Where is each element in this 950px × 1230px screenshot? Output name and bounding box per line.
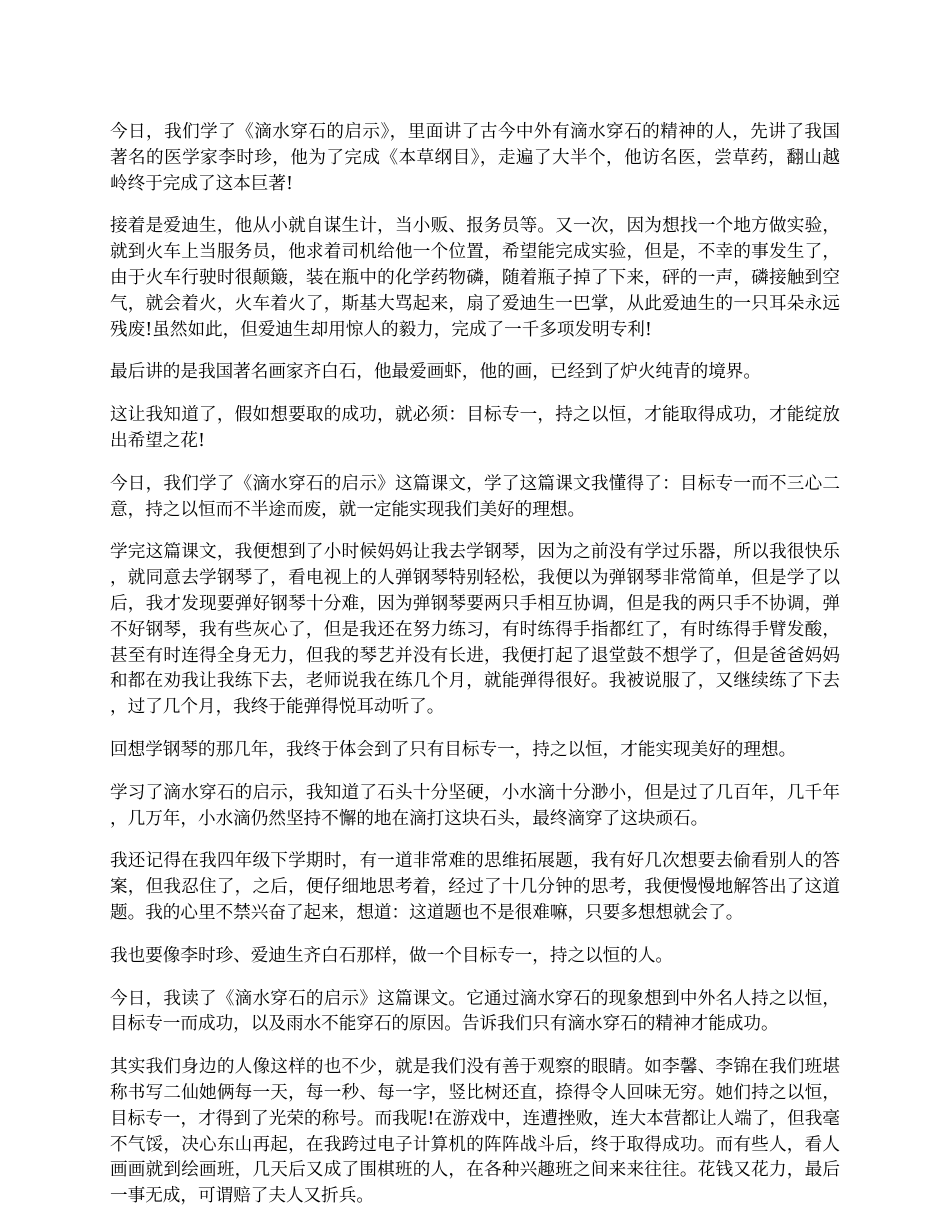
paragraph-12: 其实我们身边的人像这样的也不少，就是我们没有善于观察的眼睛。如李馨、李锦在我们班堪称书写二仙她俩每一天，每一秒、每一字，竖比树还直，捺得令人回味无穷。她们持之以恒，目标专一，才得到了光荣的称号。而我呢!在游戏中，连遭挫败，连大本营都让人端了，但我毫不气馁，决心东山再起，在我跨过电子计算机的阵阵战斗后，终于取得成功。而有些人，看人画画就到绘画班，几天后又成了围棋班的人，在各种兴趣班之间来来往往。花钱又花力，最后一事无成，可谓赔了夫人又折兵。 xyxy=(110,1057,840,1207)
paragraph-9: 我还记得在我四年级下学期时，有一道非常难的思维拓展题，我有好几次想要去偷看别人的答案，但我忍住了，之后，便仔细地思考着，经过了十几分钟的思考，我便慢慢地解答出了这道题。我的心里不禁兴奋了起来，想道：这道题也不是很难嘛，只要多想想就会了。 xyxy=(110,851,840,923)
paragraph-2: 接着是爱迪生，他从小就自谋生计，当小贩、报务员等。又一次，因为想找一个地方做实验，就到火车上当服务员，他求着司机给他一个位置，希望能完成实验，但是，不幸的事发生了，由于火车行驶时很颠簸，装在瓶中的化学药物磷，随着瓶子掉了下来，砰的一声，磷接触到空气，就会着火，火车着火了，斯基大骂起来，扇了爱迪生一巴掌，从此爱迪生的一只耳朵永远残废!虽然如此，但爱迪生却用惊人的毅力，完成了一千多项发明专利! xyxy=(110,216,840,340)
paragraph-7: 回想学钢琴的那几年，我终于体会到了只有目标专一，持之以恒，才能实现美好的理想。 xyxy=(110,739,797,760)
paragraph-8: 学习了滴水穿石的启示，我知道了石头十分坚硬，小水滴十分渺小，但是过了几百年，几千年，几万年，小水滴仍然坚持不懈的地在滴打这块石头，最终滴穿了这块顽石。 xyxy=(110,782,840,829)
paragraph-4: 这让我知道了，假如想要取的成功，就必须：目标专一，持之以恒，才能取得成功，才能绽放出希望之花! xyxy=(110,405,840,451)
paragraph-10: 我也要像李时珍、爱迪生齐白石那样，做一个目标专一，持之以恒的人。 xyxy=(110,945,674,966)
paragraph-1: 今日，我们学了《滴水穿石的启示》，里面讲了古今中外有滴水穿石的精神的人，先讲了我国著名的医学家李时珍，他为了完成《本草纲目》，走遍了大半个，他访名医，尝草药，翻山越岭终于完成了这本巨著! xyxy=(110,122,840,194)
paragraph-6: 学完这篇课文，我便想到了小时候妈妈让我去学钢琴，因为之前没有学过乐器，所以我很快乐，就同意去学钢琴了，看电视上的人弹钢琴特别轻松，我便以为弹钢琴非常简单，但是学了以后，我才发现要弹好钢琴十分难，因为弹钢琴要两只手相互协调，但是我的两只手不协调，弹不好钢琴，我有些灰心了，但是我还在努力练习，有时练得手指都红了，有时练得手臂发酸，甚至有时连得全身无力，但我的琴艺并没有长进，我便打起了退堂鼓不想学了，但是爸爸妈妈和都在劝我让我练下去，老师说我在练几个月，就能弹得很好。我被说服了，又继续练了下去，过了几个月，我终于能弹得悦耳动听了。 xyxy=(110,542,840,718)
paragraph-3: 最后讲的是我国著名画家齐白石，他最爱画虾，他的画，已经到了炉火纯青的境界。 xyxy=(110,362,761,383)
paragraph-11: 今日，我读了《滴水穿石的启示》这篇课文。它通过滴水穿石的现象想到中外名人持之以恒，目标专一而成功，以及雨水不能穿石的原因。告诉我们只有滴水穿石的精神才能成功。 xyxy=(110,988,840,1035)
document-body xyxy=(110,120,840,1227)
paragraph-5: 今日，我们学了《滴水穿石的启示》这篇课文，学了这篇课文我懂得了：目标专一而不三心二意，持之以恒而不半途而废，就一定能实现我们美好的理想。 xyxy=(110,473,840,520)
